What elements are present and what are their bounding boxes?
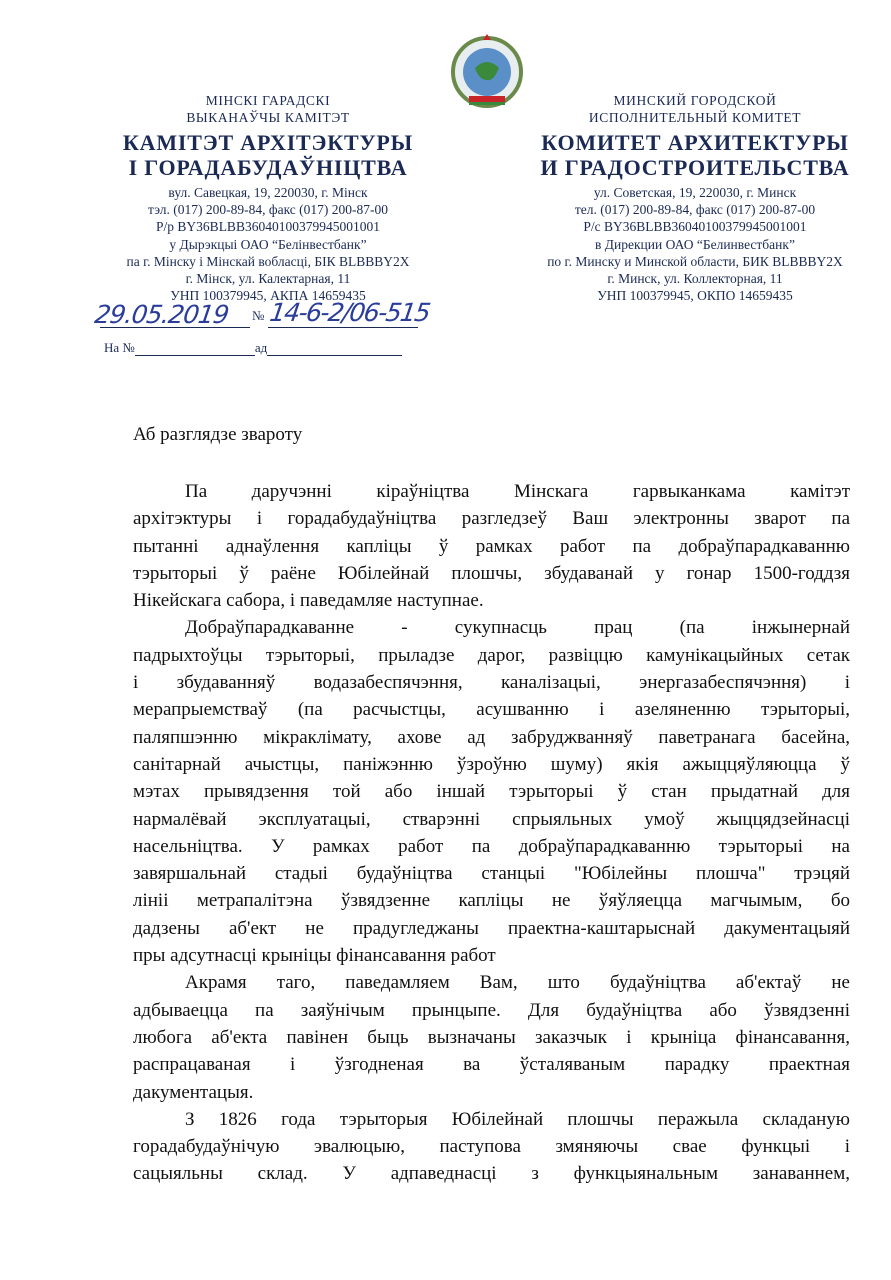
body-line: пытанні аднаўлення капліцы ў рамках работ па добраўпарадкаванню — [133, 535, 850, 557]
letter-subject: Аб разглядзе звароту — [133, 424, 303, 445]
body-line: санітарнай ачыстцы, паніжэнню ўзроўню шуму) якія ажыццяўляюцца ў — [133, 753, 850, 775]
body-line: насельніцтва. У рамках работ па добраўпарадкаванню тэрыторыі на — [133, 835, 850, 857]
letter-body — [133, 478, 850, 1188]
body-line: завяршальнай стадыі будаўніцтва станцыі "Юбілейны плошча" трэцяй — [133, 863, 850, 885]
body-line: падрыхтоўцы тэрыторыі, прыладзе дарог, развіццю камунікацыйных сетак — [133, 644, 850, 666]
address-line: ул. Советская, 19, 220030, г. Минск — [593, 185, 797, 200]
address-line: г. Мінск, ул. Калектарная, 11 — [185, 271, 351, 287]
address-line: па г. Мінску і Мінскай вобласці, БІК BLBBBY2X — [126, 253, 410, 269]
address-line: тэл. (017) 200-89-84, факс (017) 200-87-00 — [147, 202, 389, 218]
blank-field — [135, 343, 255, 356]
body-line: тэрыторыі ў раёне Юбілейнай плошчы, збудаванай у гонар 1500-годдзя — [133, 562, 850, 584]
address-line: вул. Савецкая, 19, 220030, г. Мінск — [168, 185, 368, 200]
body-line: Акрамя таго, паведамляем Вам, што будаўніцтва аб'ектаў не — [185, 972, 850, 994]
body-line: адбываецца па заяўнічым прынцыпе. Для будаўніцтва або ўзвядзенні — [133, 999, 850, 1021]
body-line: мерапрыемстваў (па расчыстцы, асушванню і азеляненню тэрыторыі, — [133, 699, 850, 721]
org-name-line: ИСПОЛНИТЕЛЬНЫЙ КОМИТЕТ — [588, 110, 802, 125]
body-line: мэтах прывядзення той або іншай тэрыторыі ў стан прыдатнай для — [133, 781, 850, 803]
org-name-line: МІНСКІ ГАРАДСКІ — [205, 93, 331, 108]
address-line: УНП 100379945, ОКПО 14659435 — [597, 288, 793, 304]
address-block — [98, 184, 438, 304]
committee-title-line: КАМІТЭТ АРХІТЭКТУРЫ — [122, 130, 414, 155]
address-block — [520, 184, 870, 304]
committee-title-line: І ГОРАДАБУДАЎНІЦТВА — [128, 155, 408, 180]
number-underline — [268, 327, 418, 328]
body-line: З 1826 года тэрыторыя Юбілейнай плошчы перажыла складаную — [185, 1108, 850, 1130]
address-line: тел. (017) 200-89-84, факс (017) 200-87-00 — [574, 202, 816, 218]
address-line: Р/р BY36BLBB36040100379945001001 — [156, 219, 380, 235]
address-line: у Дырэкцыі ОАО “Белінвестбанк” — [169, 236, 367, 252]
address-line: Р/с BY36BLBB36040100379945001001 — [583, 219, 807, 235]
body-paragraph — [133, 1106, 850, 1188]
handwritten-reg-number: 14-6-2/06-515 — [267, 298, 432, 327]
body-line: Нікейскага сабора, і паведамляе наступнае. — [133, 590, 484, 612]
body-line: архітэктуры і горадабудаўніцтва разгледзеў Ваш электронны зварот па — [133, 508, 850, 530]
number-sign: № — [252, 308, 265, 323]
body-paragraph — [133, 478, 850, 614]
committee-title-line: И ГРАДОСТРОИТЕЛЬСТВА — [540, 155, 850, 180]
body-line: распрацаваная і ўзгодненая ва ўсталяваным парадку праектная — [133, 1054, 850, 1076]
body-line: сацыяльны склад. У адпаведнасці з функцыянальным занаваннем, — [133, 1163, 850, 1185]
org-name-line: МИНСКИЙ ГОРОДСКОЙ — [613, 93, 777, 108]
address-line: г. Минск, ул. Коллекторная, 11 — [607, 271, 783, 287]
body-line: і збудаванняў водазабеспячэння, каналізацыі, энергазабеспячэння) і — [133, 672, 850, 694]
reference-prefix: На № — [104, 340, 135, 355]
org-name-line: ВЫКАНАЎЧЫ КАМІТЭТ — [186, 110, 350, 125]
body-line: горадабудаўнічую эвалюцыю, паступова змяняючы свае функцыі і — [133, 1136, 850, 1158]
body-line: Па даручэнні кіраўніцтва Мінскага гарвыканкама камітэт — [185, 481, 850, 502]
body-line: нармалёвай эксплуатацыі, стварэнні спрыяльных умоў жыццядзейнасці — [133, 808, 850, 830]
blank-field — [267, 343, 402, 356]
body-line: лініі метрапалітэна ўзвядзенне капліцы не ўяўляецца магчымым, бо — [133, 890, 850, 912]
body-line: паляпшэнню мікраклімату, ахове ад забруджванняў паветранага басейна, — [133, 726, 850, 748]
address-line: в Дирекции ОАО “Белинвестбанк” — [595, 236, 795, 252]
letterhead-belarusian — [98, 92, 438, 304]
body-paragraph — [133, 969, 850, 1105]
address-line: УНП 100379945, АКПА 14659435 — [170, 288, 366, 304]
letterhead-russian — [520, 92, 870, 304]
handwritten-date: 29.05.2019 — [92, 300, 231, 329]
committee-title-line: КОМИТЕТ АРХИТЕКТУРЫ — [541, 130, 849, 155]
body-line: любога аб'екта павінен быць вызначаны заказчык і крыніца фінансавання, — [133, 1026, 850, 1048]
body-paragraph — [133, 614, 850, 969]
body-line: дакументацыя. — [133, 1081, 254, 1103]
reference-line — [104, 340, 402, 356]
reference-middle: ад — [254, 340, 268, 355]
body-line: пры адсутнасці крыніцы фінансавання работ — [133, 945, 496, 967]
body-line: Добраўпарадкаванне - сукупнасць прац (па інжынернай — [185, 617, 850, 639]
address-line: по г. Минску и Минской области, БИК BLBBBY2X — [547, 253, 843, 269]
body-line: дадзены аб'ект не прадугледжаны праектна-каштарыснай дакументацыяй — [133, 917, 850, 939]
state-emblem-icon — [447, 30, 527, 110]
